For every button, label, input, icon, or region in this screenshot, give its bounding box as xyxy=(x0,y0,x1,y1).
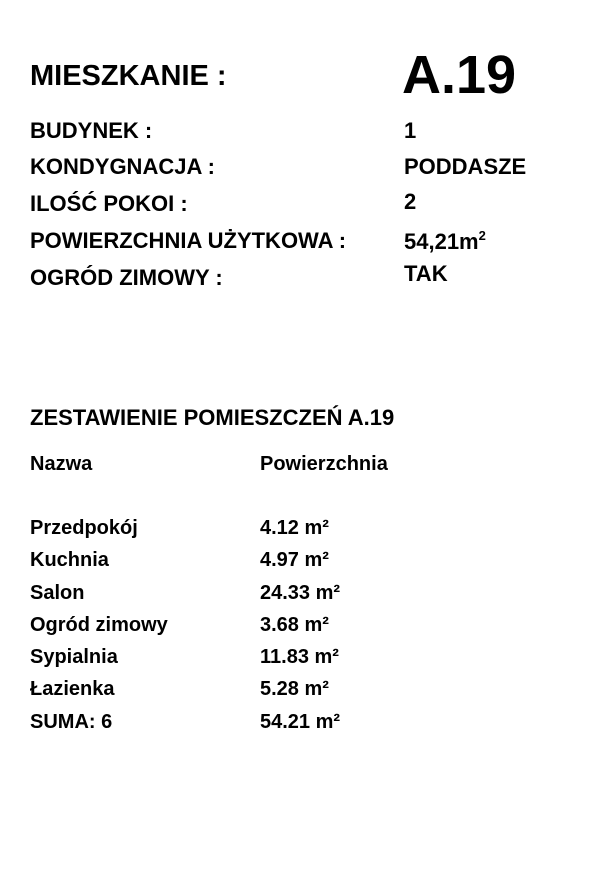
usable-area-unit-sup: 2 xyxy=(478,228,486,243)
room-name: Kuchnia xyxy=(30,549,109,572)
room-area: 3.68 m² xyxy=(260,613,329,636)
table-header xyxy=(30,453,530,517)
room-name: Sypialnia xyxy=(30,646,118,669)
apartment-code: A.19 xyxy=(402,45,517,105)
rooms-value: 2 xyxy=(404,189,417,214)
table-row xyxy=(30,614,530,646)
summary-title: ZESTAWIENIE POMIESZCZEŃ A.19 xyxy=(30,405,395,430)
table-row xyxy=(30,646,530,678)
table-row xyxy=(30,678,530,710)
rooms-label: ILOŚĆ POKOI : xyxy=(30,191,188,216)
usable-area-label: POWIERZCHNIA UŻYTKOWA : xyxy=(30,228,347,253)
room-name: Łazienka xyxy=(30,678,115,701)
room-area: 4.12 m² xyxy=(260,517,329,539)
floor-label: KONDYGNACJA : xyxy=(30,154,215,179)
building-label: BUDYNEK : xyxy=(30,118,153,143)
total-area: 54.21 m² xyxy=(260,710,341,733)
room-area: 24.33 m² xyxy=(260,581,341,604)
building-value: 1 xyxy=(404,118,417,143)
room-name: Przedpokój xyxy=(30,517,138,539)
table-row xyxy=(30,582,530,614)
column-header-area: Powierzchnia xyxy=(260,453,388,475)
room-area: 4.97 m² xyxy=(260,549,329,572)
usable-area-value xyxy=(404,228,486,255)
column-header-name: Nazwa xyxy=(30,453,93,475)
floor-value: PODDASZE xyxy=(404,154,527,179)
room-name: Salon xyxy=(30,581,85,604)
winter-garden-label: OGRÓD ZIMOWY : xyxy=(30,265,223,290)
apartment-label: MIESZKANIE : xyxy=(30,60,227,92)
usable-area-number: 54,21m xyxy=(404,229,479,254)
room-name: Ogród zimowy xyxy=(30,613,168,636)
table-row xyxy=(30,549,530,581)
room-area: 5.28 m² xyxy=(260,678,329,701)
table-row-total xyxy=(30,711,530,743)
room-area: 11.83 m² xyxy=(260,646,339,669)
rooms-table xyxy=(30,453,530,743)
total-label: SUMA: 6 xyxy=(30,710,113,733)
winter-garden-value: TAK xyxy=(404,261,448,286)
table-row xyxy=(30,517,530,549)
